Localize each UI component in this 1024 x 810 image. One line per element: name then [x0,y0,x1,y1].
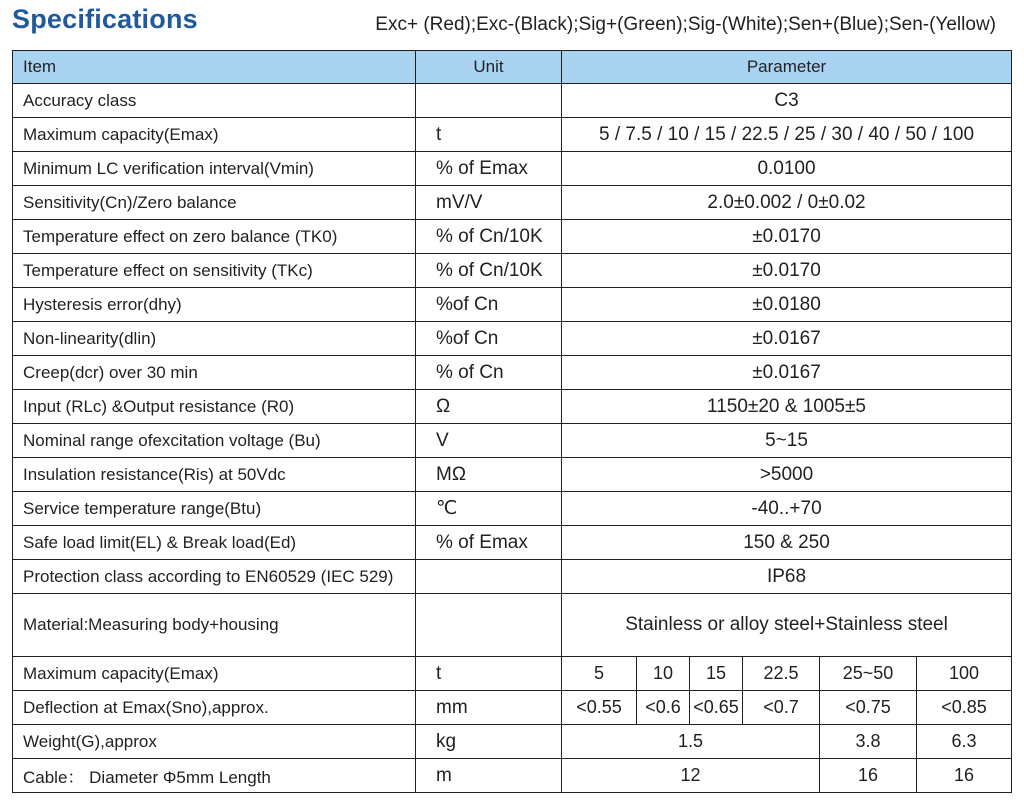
table-row [13,458,1012,492]
row-unit [416,560,562,594]
row-item: Nominal range ofexcitation voltage (Bu) [13,424,416,458]
row-param: ±0.0167 [562,356,1012,390]
row-item: Sensitivity(Cn)/Zero balance [13,186,416,220]
row-unit: V [416,424,562,458]
row-item: Temperature effect on zero balance (TK0) [13,220,416,254]
row-param: Stainless or alloy steel+Stainless steel [562,594,1012,657]
row-item: Hysteresis error(dhy) [13,288,416,322]
header-item: Item [13,51,416,84]
capacity-value: 10 [637,657,690,691]
row-item: Maximum capacity(Emax) [13,118,416,152]
capacity-row [13,657,1012,691]
table-row [13,526,1012,560]
row-item: Creep(dcr) over 30 min [13,356,416,390]
row-param: ±0.0170 [562,254,1012,288]
row-unit: % of Cn/10K [416,254,562,288]
capacity-value: 22.5 [743,657,820,691]
weight-row [13,725,1012,759]
row-unit [416,594,562,657]
row-item: Cable： Diameter Φ5mm Length [13,759,416,793]
row-param: C3 [562,84,1012,118]
row-unit: %of Cn [416,288,562,322]
cable-row [13,759,1012,793]
row-param: -40..+70 [562,492,1012,526]
table-row [13,84,1012,118]
capacity-value: 5 [562,657,637,691]
row-unit: t [416,118,562,152]
row-param: 5 / 7.5 / 10 / 15 / 22.5 / 25 / 30 / 40 / 50 / 100 [562,118,1012,152]
row-param: IP68 [562,560,1012,594]
row-param: 150 & 250 [562,526,1012,560]
deflection-value: <0.85 [917,691,1012,725]
deflection-value: <0.6 [637,691,690,725]
row-item: Material:Measuring body+housing [13,594,416,657]
row-item: Service temperature range(Btu) [13,492,416,526]
capacity-value: 25~50 [820,657,917,691]
cable-length-value: 12 [562,759,820,793]
row-unit: % of Emax [416,526,562,560]
row-param: ±0.0180 [562,288,1012,322]
deflection-value: <0.65 [690,691,743,725]
table-row [13,424,1012,458]
table-header-row [13,51,1012,84]
cable-length-value: 16 [820,759,917,793]
deflection-row [13,691,1012,725]
table-row [13,390,1012,424]
row-param: >5000 [562,458,1012,492]
row-unit: ℃ [416,492,562,526]
row-param: ±0.0167 [562,322,1012,356]
row-unit [416,84,562,118]
table-row [13,152,1012,186]
weight-value: 1.5 [562,725,820,759]
row-unit: m [416,759,562,793]
header-unit: Unit [416,51,562,84]
page-title: Specifications [12,4,198,34]
table-row [13,356,1012,390]
deflection-value: <0.7 [743,691,820,725]
weight-value: 6.3 [917,725,1012,759]
row-item: Temperature effect on sensitivity (TKc) [13,254,416,288]
table-row [13,220,1012,254]
row-unit: Ω [416,390,562,424]
row-unit: kg [416,725,562,759]
table-row [13,288,1012,322]
specifications-table [12,50,1012,793]
table-row [13,254,1012,288]
capacity-value: 100 [917,657,1012,691]
row-param: 1150±20 & 1005±5 [562,390,1012,424]
table-row [13,594,1012,657]
row-unit: % of Cn/10K [416,220,562,254]
header-parameter: Parameter [562,51,1012,84]
cable-length-value: 16 [917,759,1012,793]
row-unit: mm [416,691,562,725]
row-param: ±0.0170 [562,220,1012,254]
row-item: Minimum LC verification interval(Vmin) [13,152,416,186]
deflection-value: <0.75 [820,691,917,725]
wiring-legend: Exc+ (Red);Exc-(Black);Sig+(Green);Sig-(White);Sen+(Blue);Sen-(Yellow) [375,14,996,35]
capacity-value: 15 [690,657,743,691]
table-row [13,118,1012,152]
row-item: Safe load limit(EL) & Break load(Ed) [13,526,416,560]
row-unit: %of Cn [416,322,562,356]
row-item: Accuracy class [13,84,416,118]
row-unit: % of Cn [416,356,562,390]
row-param: 2.0±0.002 / 0±0.02 [562,186,1012,220]
row-item: Input (RLc) &Output resistance (R0) [13,390,416,424]
row-item: Protection class according to EN60529 (IEC 529) [13,560,416,594]
weight-value: 3.8 [820,725,917,759]
row-item: Weight(G),approx [13,725,416,759]
row-item: Deflection at Emax(Sno),approx. [13,691,416,725]
deflection-value: <0.55 [562,691,637,725]
table-row [13,560,1012,594]
row-item: Maximum capacity(Emax) [13,657,416,691]
table-row [13,492,1012,526]
row-item: Insulation resistance(Ris) at 50Vdc [13,458,416,492]
table-row [13,322,1012,356]
row-unit: % of Emax [416,152,562,186]
row-unit: mV/V [416,186,562,220]
row-unit: t [416,657,562,691]
row-param: 0.0100 [562,152,1012,186]
table-row [13,186,1012,220]
row-unit: MΩ [416,458,562,492]
row-item: Non-linearity(dlin) [13,322,416,356]
row-param: 5~15 [562,424,1012,458]
